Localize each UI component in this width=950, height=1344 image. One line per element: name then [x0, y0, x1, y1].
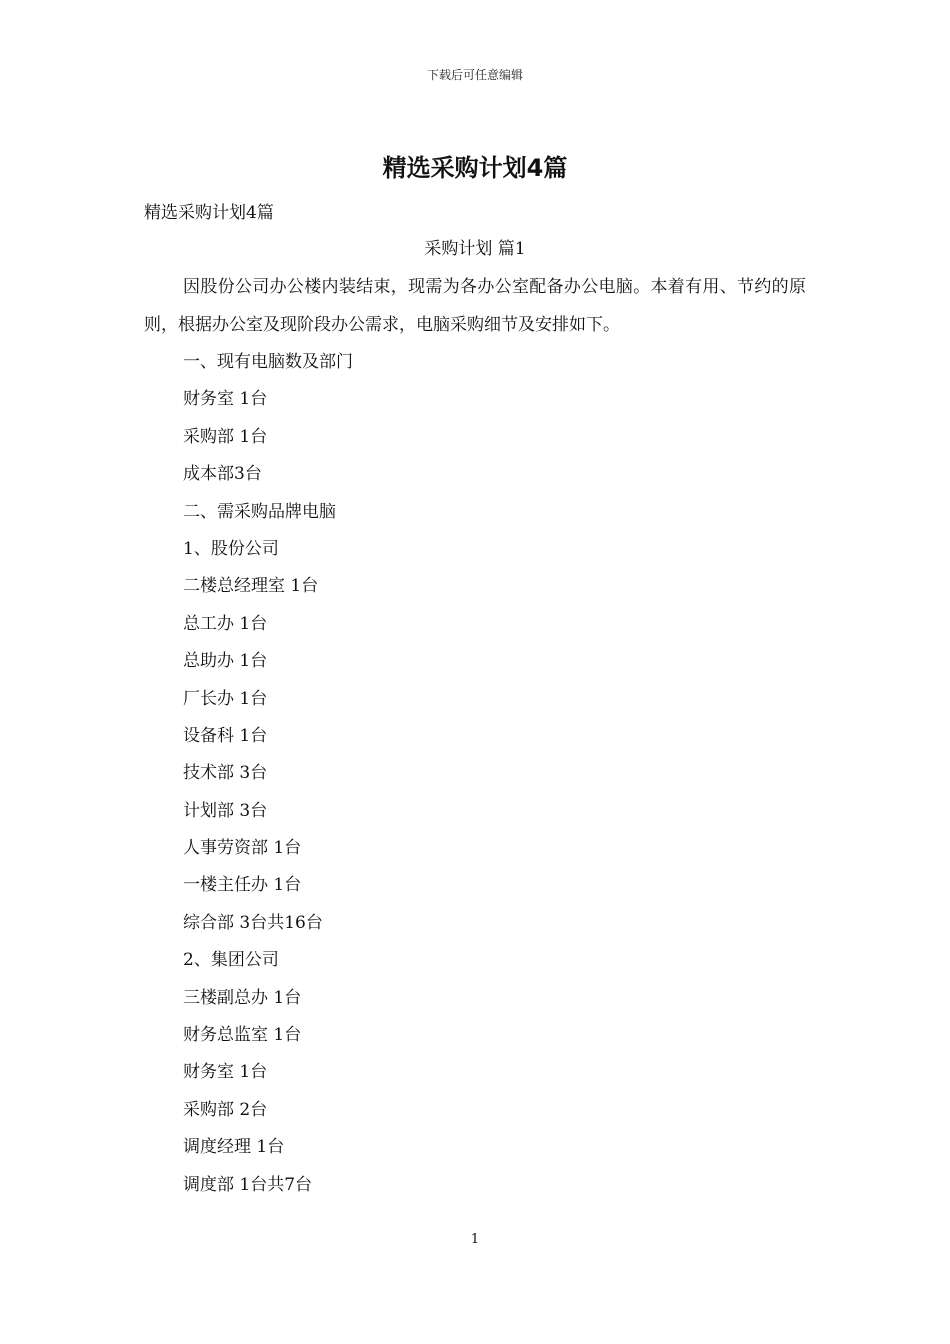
- list-line: 财务总监室 1台: [183, 1025, 302, 1046]
- list-line: 设备科 1台: [183, 725, 268, 746]
- list-line: 二、需采购品牌电脑: [183, 501, 336, 522]
- list-line: 厂长办 1台: [183, 688, 268, 709]
- list-line: 综合部 3台共16台: [183, 912, 323, 933]
- list-line: 调度部 1台共7台: [183, 1174, 313, 1195]
- list-line: 一楼主任办 1台: [183, 875, 302, 896]
- list-line: 调度经理 1台: [183, 1137, 285, 1158]
- computer-allocation-list: [183, 344, 353, 1204]
- list-line: 成本部3台: [183, 464, 262, 485]
- list-line: 二楼总经理室 1台: [183, 576, 319, 597]
- intro-paragraph: 因股份公司办公楼内装结束，现需为各办公室配备办公电脑。本着有用、节约的原则，根据办公室及现阶段办公需求，电脑采购细节及安排如下。: [144, 277, 806, 335]
- list-line: 技术部 3台: [183, 763, 268, 784]
- list-line: 1、股份公司: [183, 538, 279, 559]
- list-line: 采购部 2台: [183, 1099, 268, 1120]
- list-line: 采购部 1台: [183, 426, 268, 447]
- list-line: 总工办 1台: [183, 613, 268, 634]
- list-line: 三楼副总办 1台: [183, 987, 302, 1008]
- header-note: 下载后可任意编辑: [426, 68, 523, 82]
- list-line: 人事劳资部 1台: [183, 838, 302, 859]
- list-line: 一、现有电脑数及部门: [183, 352, 353, 372]
- document-subtitle: 精选采购计划4篇: [144, 203, 274, 223]
- list-line: 财务室 1台: [183, 1062, 268, 1083]
- list-line: 总助办 1台: [183, 651, 268, 672]
- document-title: 精选采购计划4篇: [382, 154, 568, 182]
- list-line: 计划部 3台: [183, 800, 268, 821]
- list-line: 2、集团公司: [183, 950, 279, 971]
- page-number: 1: [470, 1232, 480, 1247]
- list-line: 财务室 1台: [183, 389, 268, 410]
- section-heading: 采购计划 篇1: [424, 239, 526, 259]
